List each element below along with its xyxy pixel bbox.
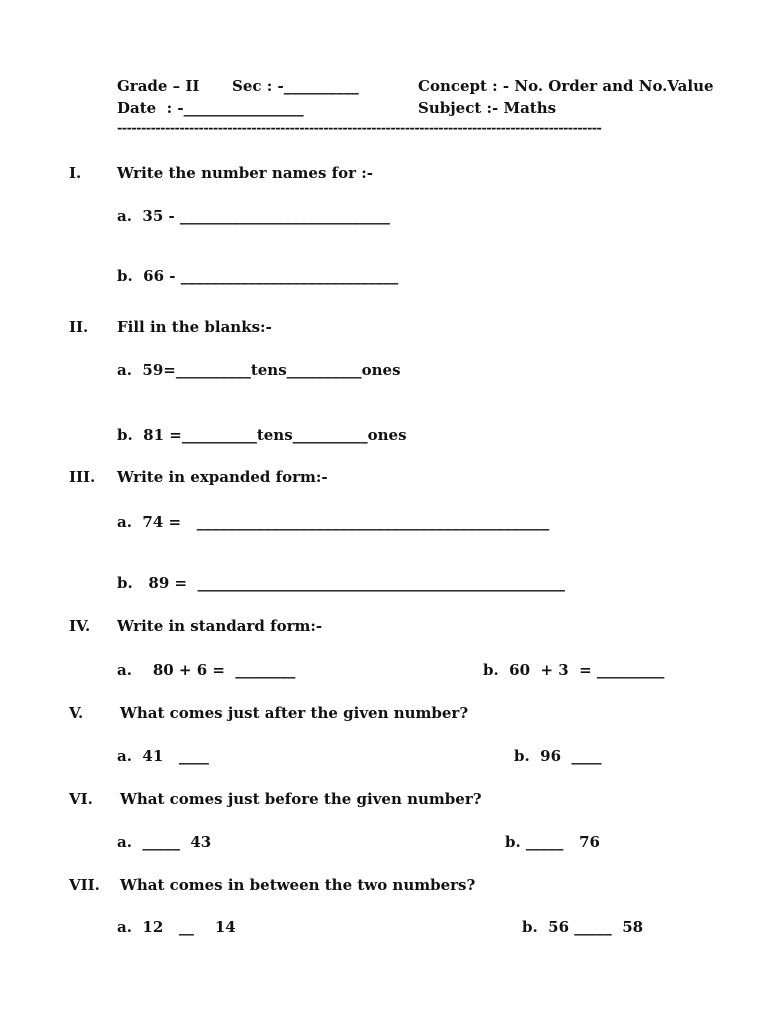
question-item: a. _____ 43 — [117, 833, 212, 851]
section-title: Write in expanded form:- — [117, 468, 328, 486]
section-numeral: VII. — [69, 876, 100, 894]
question-item: a. 12 __ 14 — [117, 918, 236, 936]
section-title: What comes in between the two numbers? — [120, 876, 476, 894]
question-item: b. 56 _____ 58 — [522, 918, 644, 936]
section-title: Fill in the blanks:- — [117, 318, 272, 336]
section-numeral: V. — [69, 704, 84, 722]
section-numeral: I. — [69, 164, 82, 182]
subject-label: Subject :- Maths — [418, 99, 557, 117]
section-title: Write the number names for :- — [117, 164, 373, 182]
grade-label: Grade – II — [117, 77, 200, 95]
date-field: Date : -________________ — [117, 99, 304, 117]
header-divider: ----------------------------------------------------------------------------------------------------- — [117, 121, 602, 136]
concept-label: Concept : - No. Order and No.Value — [418, 77, 714, 95]
section-title: Write in standard form:- — [117, 617, 323, 635]
section-numeral: VI. — [69, 790, 93, 808]
question-item: b. 60 + 3 = _________ — [483, 661, 665, 679]
section-numeral: III. — [69, 468, 96, 486]
question-item: a. 41 ____ — [117, 747, 209, 765]
question-item: a. 35 - ____________________________ — [117, 207, 390, 225]
section-title: What comes just after the given number? — [120, 704, 469, 722]
question-item: a. 74 = _______________________________________________ — [117, 513, 550, 531]
question-item: b. 96 ____ — [514, 747, 602, 765]
section-numeral: II. — [69, 318, 89, 336]
question-item: b. 66 - _____________________________ — [117, 267, 399, 285]
section-numeral: IV. — [69, 617, 91, 635]
section-title: What comes just before the given number? — [120, 790, 482, 808]
section-field: Sec : -__________ — [232, 77, 359, 95]
question-item: a. 80 + 6 = ________ — [117, 661, 296, 679]
question-item: b. 89 = _________________________________________________ — [117, 574, 565, 592]
question-item: a. 59=__________tens__________ones — [117, 361, 401, 379]
question-item: b. _____ 76 — [505, 833, 600, 851]
question-item: b. 81 =__________tens__________ones — [117, 426, 407, 444]
